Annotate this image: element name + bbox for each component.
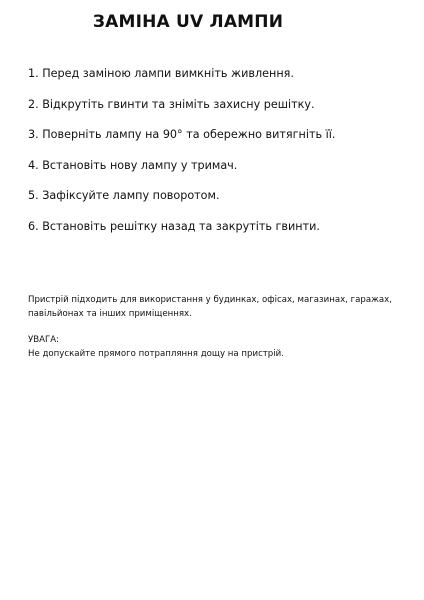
step-item-6: 6. Встановіть решітку назад та закрутіть гвинти. [28, 219, 320, 233]
step-item-4: 4. Встановіть нову лампу у тримач. [28, 158, 238, 172]
instruction-steps-list [28, 66, 408, 249]
warning-block [28, 334, 398, 361]
warning-text: Не допускайте прямого потрапляння дощу на пристрій. [28, 348, 284, 359]
step-item-5: 5. Зафіксуйте лампу поворотом. [28, 189, 220, 202]
page-title: ЗАМІНА UV ЛАМПИ [92, 12, 284, 32]
warning-heading: УВАГА: [28, 335, 60, 345]
step-item-1: 1. Перед заміною лампи вимкніть живлення. [28, 67, 294, 80]
step-item-2: 2. Відкрутіть гвинти та зніміть захисну решітку. [28, 97, 315, 111]
usage-note: Пристрій підходить для використання у будинках, офісах, магазинах, гаражах, павільйонах та інших приміщеннях. [28, 295, 392, 319]
step-item-3: 3. Поверніть лампу на 90° та обережно витягніть її. [28, 128, 336, 141]
